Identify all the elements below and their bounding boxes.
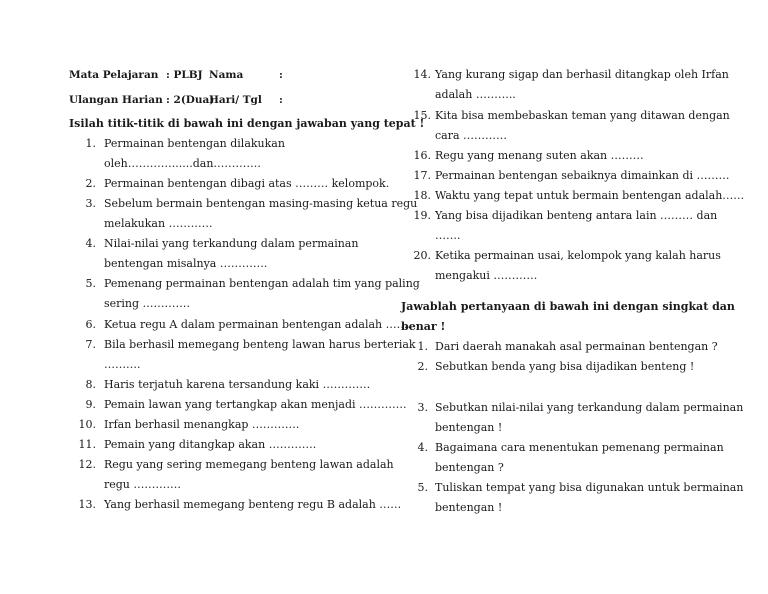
item-text: Kita bisa membebaskan teman yang ditawan dengan [435, 109, 730, 122]
item-text: Tuliskan tempat yang bisa digunakan untuk bermainan [435, 481, 744, 494]
item-number: 13. [78, 498, 96, 511]
item-text: Irfan berhasil menangkap …………. [104, 418, 300, 431]
item-text: Sebutkan benda yang bisa dijadikan benteng ! [435, 360, 695, 373]
item-text: Bagaimana cara menentukan pemenang permainan [435, 441, 724, 454]
item-text-continued: ………. [104, 358, 141, 371]
item-number: 3. [85, 197, 96, 210]
item-number: 15. [413, 109, 431, 122]
item-text-continued: bentengan ! [435, 501, 503, 514]
item-number: 5. [85, 277, 96, 290]
item-text-continued: mengakui ………… [435, 269, 538, 282]
date-label: Hari/ Tgl [209, 94, 262, 106]
item-text-continued: regu …………. [104, 478, 181, 491]
date-colon: : [279, 94, 283, 106]
section2-instruction-line2: benar ! [401, 320, 446, 333]
item-number: 5. [417, 481, 428, 494]
item-text: Ketua regu A dalam permainan bentengan adalah ……. [104, 318, 412, 331]
item-number: 20. [413, 249, 431, 262]
item-text: Sebelum bermain bentengan masing-masing ketua regu [104, 197, 418, 210]
item-text-continued: oleh…………......dan…………. [104, 157, 261, 170]
item-number: 1. [85, 137, 96, 150]
item-number: 3. [417, 401, 428, 414]
item-text-continued: cara ………… [435, 129, 508, 142]
item-number: 14. [413, 68, 431, 81]
item-number: 6. [85, 318, 96, 331]
item-number: 11. [78, 438, 96, 451]
item-number: 16. [413, 149, 431, 162]
subject-value: : PLBJ [166, 69, 203, 81]
item-text: Regu yang menang suten akan ……… [435, 149, 644, 162]
item-number: 10. [78, 418, 96, 431]
item-text: Permainan bentengan dibagi atas ……… kelompok. [104, 177, 390, 190]
item-text-continued: bentengan ! [435, 421, 503, 434]
item-text: Regu yang sering memegang benteng lawan adalah [104, 458, 394, 471]
item-text-continued: ……. [435, 229, 461, 242]
item-text: Ketika permainan usai, kelompok yang kalah harus [435, 249, 721, 262]
item-text-continued: bentengan ? [435, 461, 504, 474]
item-text-continued: melakukan ………… [104, 217, 213, 230]
item-text: Pemain yang ditangkap akan …………. [104, 438, 317, 451]
name-colon: : [279, 69, 283, 81]
item-number: 1. [417, 340, 428, 353]
item-text: Pemain lawan yang tertangkap akan menjadi …………. [104, 398, 407, 411]
name-label: Nama [209, 69, 244, 81]
test-value: : 2(Dua) [166, 94, 215, 106]
subject-label: Mata Pelajaran [69, 69, 159, 81]
section2-instruction-line1: Jawablah pertanyaan di bawah ini dengan singkat dan [401, 300, 735, 313]
item-number: 19. [413, 209, 431, 222]
item-text: Dari daerah manakah asal permainan bentengan ? [435, 340, 718, 353]
item-number: 2. [85, 177, 96, 190]
item-number: 7. [85, 338, 96, 351]
item-number: 4. [417, 441, 428, 454]
item-text: Yang kurang sigap dan berhasil ditangkap oleh Irfan [435, 68, 729, 81]
item-number: 18. [413, 189, 431, 202]
item-text: Yang bisa dijadikan benteng antara lain ……… dan [435, 209, 718, 222]
item-number: 17. [413, 169, 431, 182]
item-text-continued: bentengan misalnya …………. [104, 257, 268, 270]
item-number: 8. [85, 378, 96, 391]
item-text: Sebutkan nilai-nilai yang terkandung dalam permainan [435, 401, 744, 414]
item-text: Bila berhasil memegang benteng lawan harus berteriak [104, 338, 416, 351]
test-label: Ulangan Harian [69, 94, 163, 106]
item-number: 12. [78, 458, 96, 471]
item-text-continued: adalah ……….. [435, 88, 516, 101]
item-text: Permainan bentengan sebaiknya dimainkan di ……… [435, 169, 730, 182]
section1-instruction: Isilah titik-titik di bawah ini dengan jawaban yang tepat ! [69, 117, 425, 130]
item-text: Yang berhasil memegang benteng regu B adalah …… [104, 498, 402, 511]
item-text: Pemenang permainan bentengan adalah tim yang paling [104, 277, 420, 290]
item-number: 9. [85, 398, 96, 411]
item-text: Permainan bentengan dilakukan [104, 137, 285, 150]
item-text: Waktu yang tepat untuk bermain bentengan adalah…… [435, 189, 745, 202]
item-text: Haris terjatuh karena tersandung kaki …………. [104, 378, 371, 391]
item-text: Nilai-nilai yang terkandung dalam permainan [104, 237, 359, 250]
item-number: 2. [417, 360, 428, 373]
item-text-continued: sering …………. [104, 297, 191, 310]
item-number: 4. [85, 237, 96, 250]
